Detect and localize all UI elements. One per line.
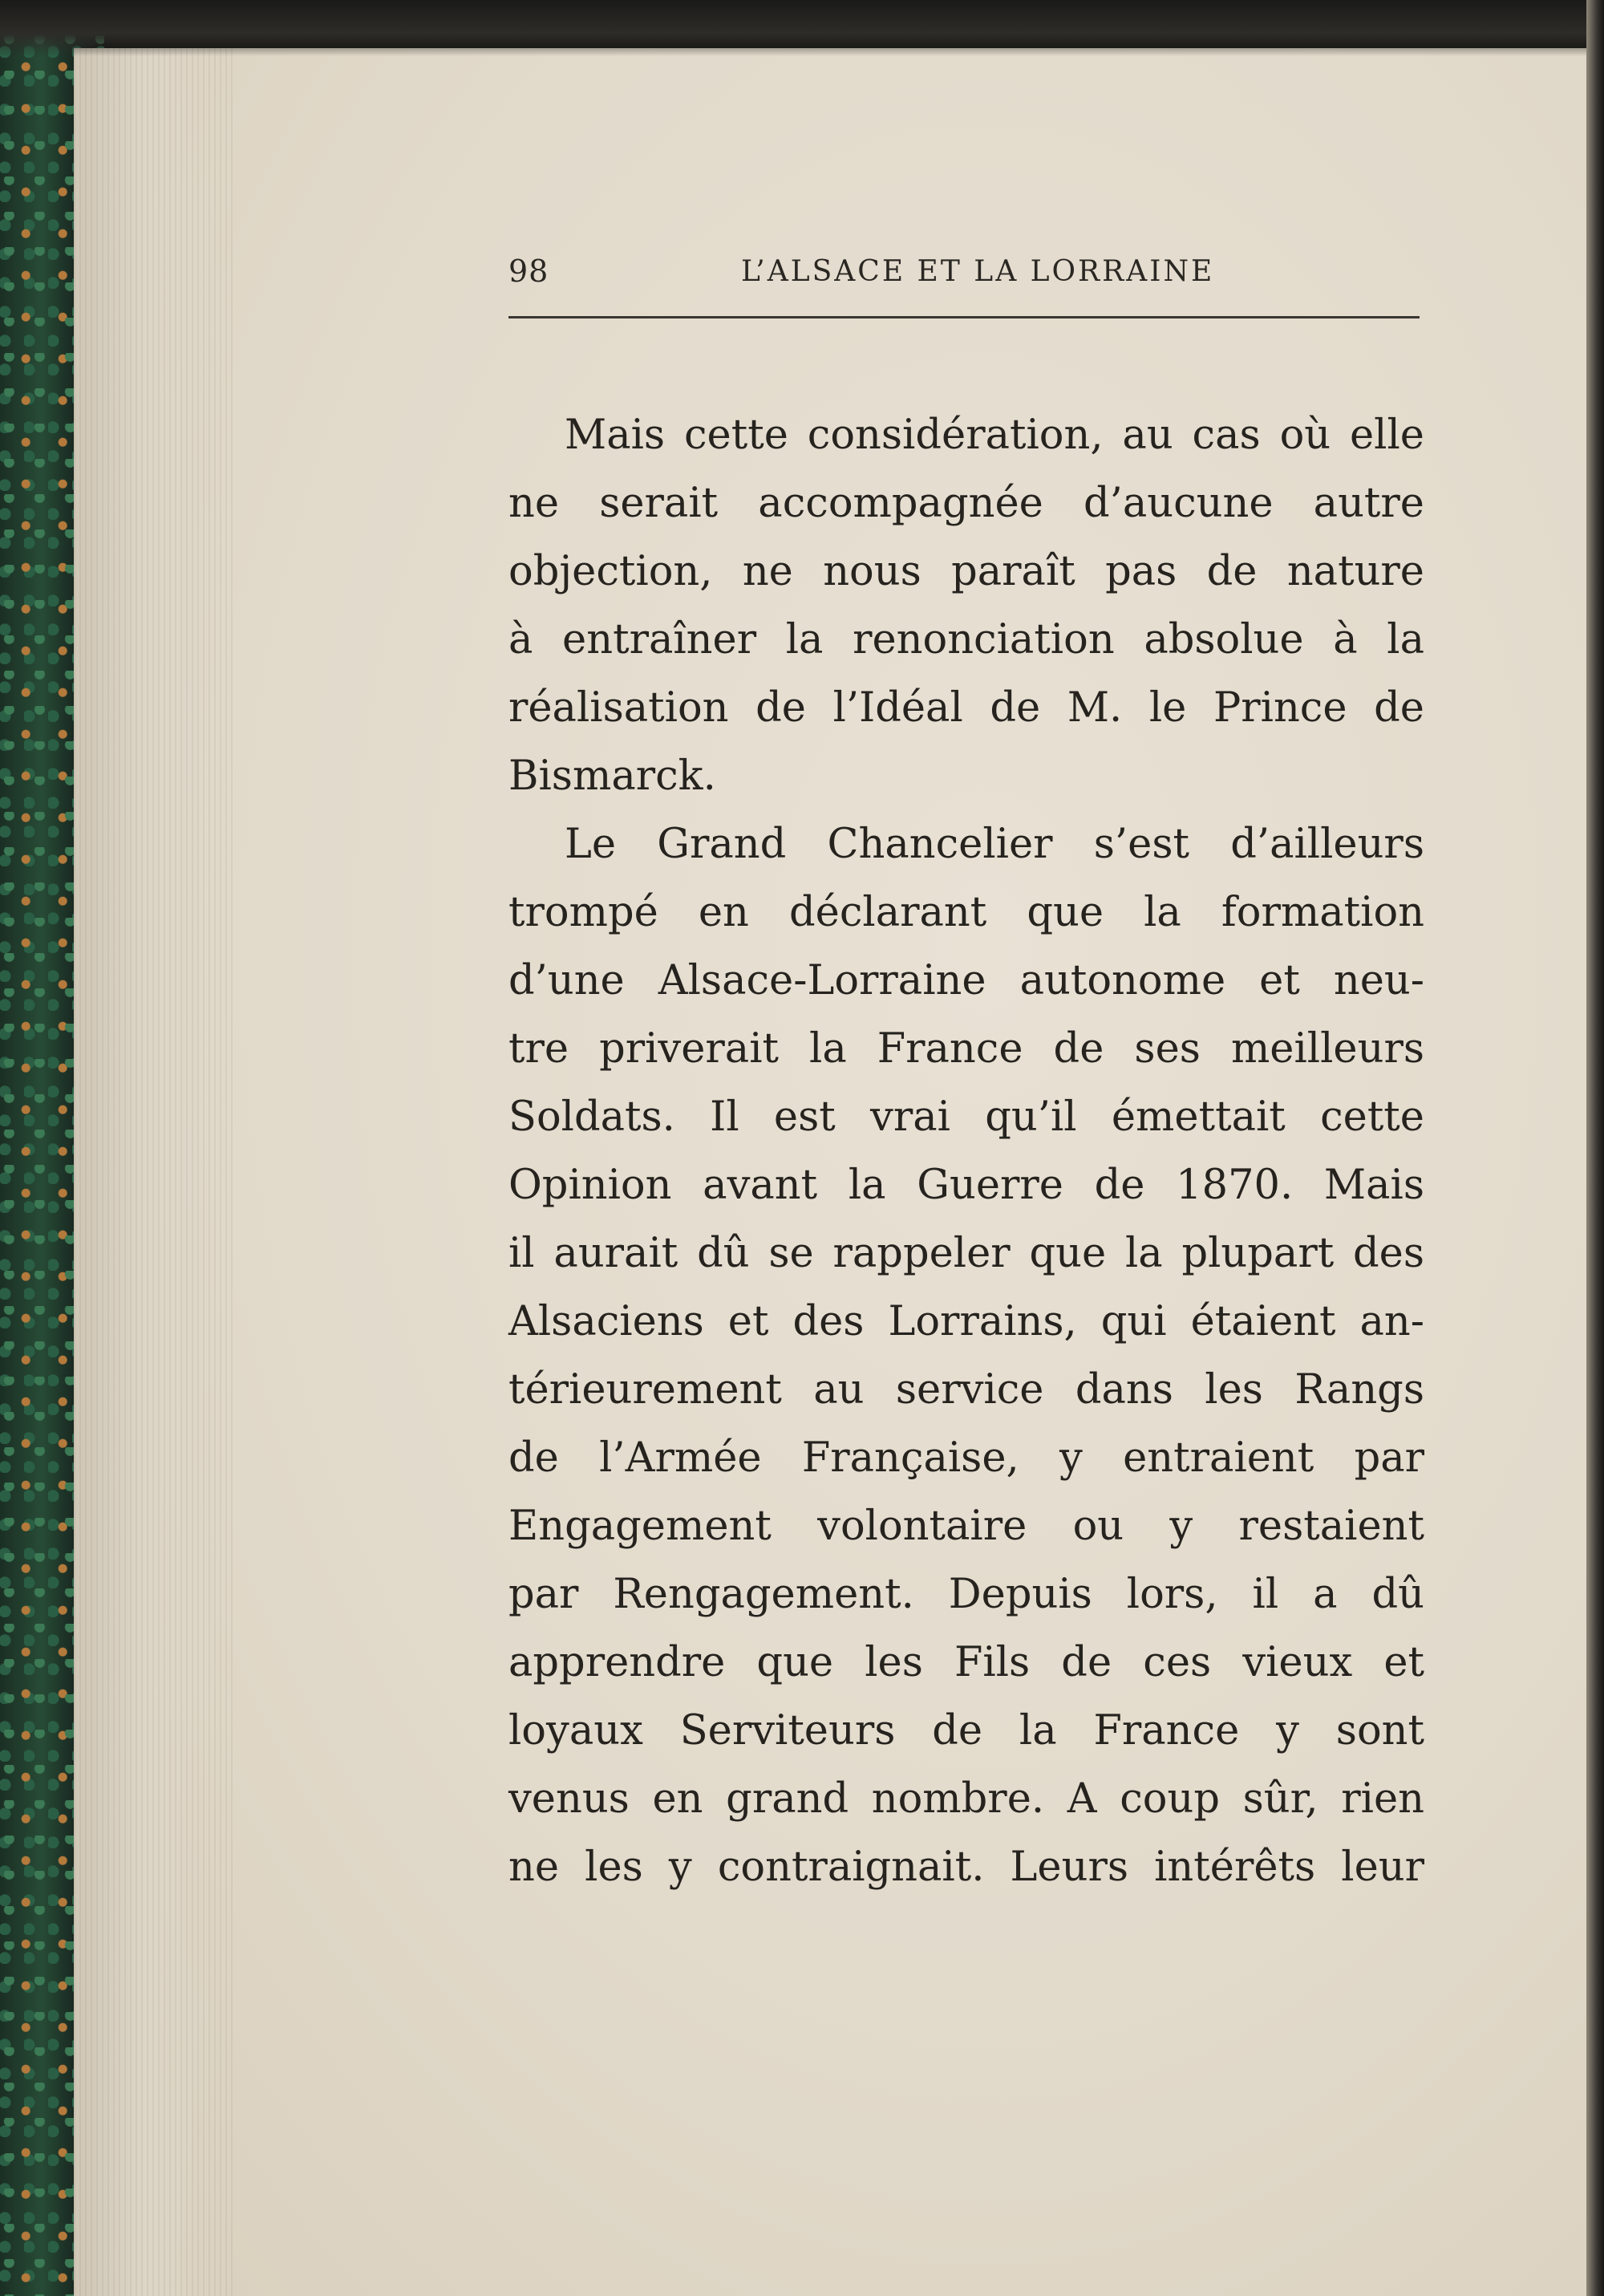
text-line: de l’Armée Française, y entraient par — [508, 1434, 1424, 1482]
text-line: réalisation de l’Idéal de M. le Prince de — [508, 684, 1424, 732]
page-number: 98 — [508, 254, 549, 289]
text-line: Le Grand Chancelier s’est d’ailleurs — [565, 821, 1424, 868]
text-line: Bismarck. — [508, 752, 716, 800]
right-shadow-edge — [1586, 0, 1604, 2296]
text-line: par Rengagement. Depuis lors, il a dû — [508, 1571, 1424, 1618]
text-line: tre priverait la France de ses meilleurs — [508, 1025, 1424, 1073]
text-line: venus en grand nombre. A coup sûr, rien — [508, 1775, 1424, 1823]
top-shadow-edge — [0, 0, 1604, 56]
page-stack-edge — [74, 48, 234, 2296]
text-line: térieurement au service dans les Rangs — [508, 1366, 1424, 1414]
text-line: apprendre que les Fils de ces vieux et — [508, 1639, 1424, 1686]
text-line: objection, ne nous paraît pas de nature — [508, 548, 1424, 595]
header-rule — [508, 316, 1420, 318]
running-header — [508, 254, 1492, 302]
text-line: Mais cette considération, au cas où elle — [565, 412, 1424, 459]
text-line: loyaux Serviteurs de la France y sont — [508, 1707, 1424, 1754]
running-title: L’ALSACE ET LA LORRAINE — [741, 255, 1215, 288]
text-line: ne serait accompagnée d’aucune autre — [508, 480, 1424, 527]
text-line: Opinion avant la Guerre de 1870. Mais — [508, 1162, 1424, 1209]
text-line: Soldats. Il est vrai qu’il émettait cette — [508, 1093, 1424, 1141]
text-line: trompé en déclarant que la formation — [508, 889, 1424, 936]
text-line: à entraîner la renonciation absolue à la — [508, 616, 1424, 663]
text-line: ne les y contraignait. Leurs intérêts leur — [508, 1844, 1424, 1891]
text-line: Engagement volontaire ou y restaient — [508, 1503, 1424, 1550]
text-line: Alsaciens et des Lorrains, qui étaient an- — [508, 1298, 1424, 1345]
text-line: d’une Alsace-Lorraine autonome et neu- — [508, 957, 1424, 1004]
body-text — [508, 401, 1424, 1901]
text-line: il aurait dû se rappeler que la plupart des — [508, 1230, 1424, 1277]
